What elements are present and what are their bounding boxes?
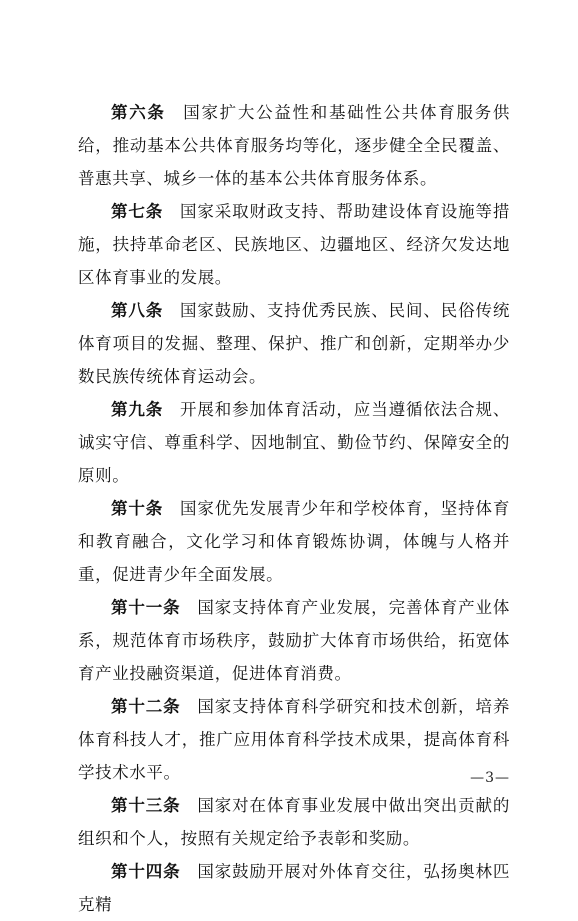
page-number: —3— — [470, 770, 510, 786]
article-text: 国家鼓励开展对外体育交往，弘扬奥林匹克精 — [78, 862, 510, 914]
article-text: 国家鼓励、支持优秀民族、民间、民俗传统体育项目的发掘、整理、保护、推广和创新，定期举办少数民族传统体育运动会。 — [78, 301, 510, 386]
article-9 — [78, 393, 510, 492]
article-6 — [78, 96, 510, 195]
article-12 — [78, 690, 510, 789]
article-number: 第十一条 — [111, 598, 181, 617]
law-text-body — [78, 96, 510, 921]
article-text: 国家支持体育产业发展，完善体育产业体系，规范体育市场秩序，鼓励扩大体育市场供给，拓宽体育产业投融资渠道，促进体育消费。 — [78, 598, 510, 683]
article-13 — [78, 789, 510, 855]
article-text: 国家支持体育科学研究和技术创新，培养体育科技人才，推广应用体育科学技术成果，提高体育科学技术水平。 — [78, 697, 510, 782]
article-7 — [78, 195, 510, 294]
article-10 — [78, 492, 510, 591]
article-text: 国家扩大公益性和基础性公共体育服务供给，推动基本公共体育服务均等化，逐步健全全民覆盖、普惠共享、城乡一体的基本公共体育服务体系。 — [78, 103, 510, 188]
article-number: 第九条 — [111, 400, 164, 419]
article-number: 第十四条 — [111, 862, 181, 881]
article-number: 第十三条 — [111, 796, 181, 815]
article-text: 开展和参加体育活动，应当遵循依法合规、诚实守信、尊重科学、因地制宜、勤俭节约、保障安全的原则。 — [78, 400, 510, 485]
article-11 — [78, 591, 510, 690]
article-number: 第十条 — [111, 499, 164, 518]
article-8 — [78, 294, 510, 393]
article-text: 国家采取财政支持、帮助建设体育设施等措施，扶持革命老区、民族地区、边疆地区、经济欠发达地区体育事业的发展。 — [78, 202, 510, 287]
article-number: 第七条 — [111, 202, 164, 221]
article-number: 第十二条 — [111, 697, 181, 716]
article-text: 国家对在体育事业发展中做出突出贡献的组织和个人，按照有关规定给予表彰和奖励。 — [78, 796, 510, 848]
article-number: 第八条 — [111, 301, 164, 320]
article-14 — [78, 855, 510, 921]
article-text: 国家优先发展青少年和学校体育，坚持体育和教育融合，文化学习和体育锻炼协调，体魄与人格并重，促进青少年全面发展。 — [78, 499, 510, 584]
article-number: 第六条 — [111, 103, 166, 122]
